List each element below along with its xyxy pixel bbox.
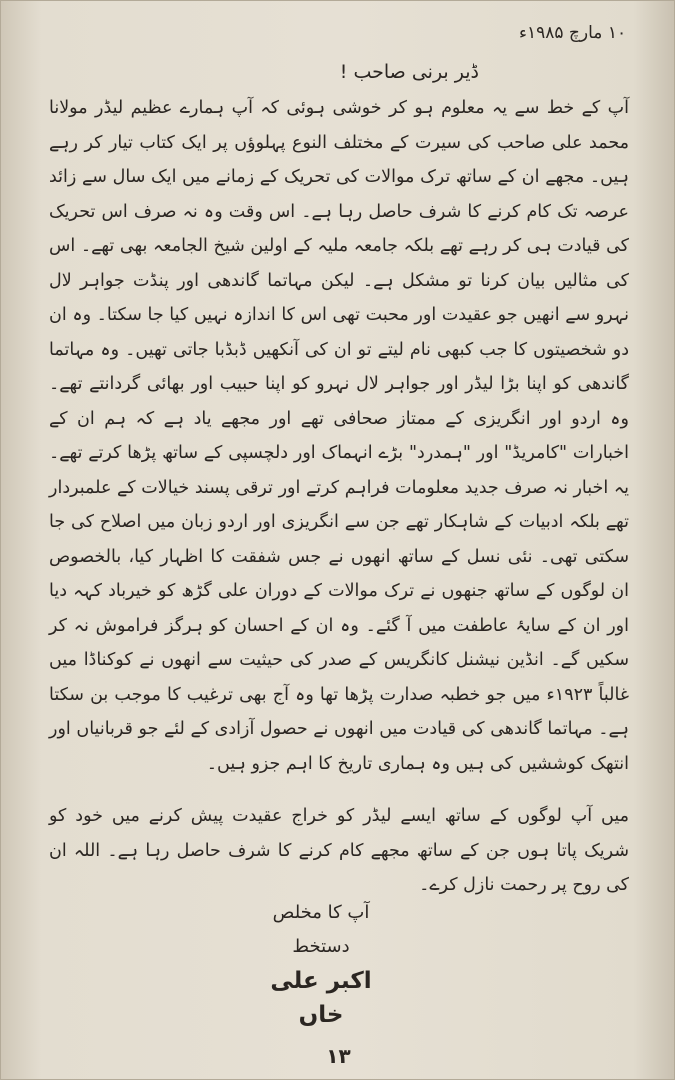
salutation: ڈیر برنی صاحب ! <box>339 61 479 83</box>
paragraph-main: آپ کے خط سے یہ معلوم ہو کر خوشی ہوئی کہ آپ ہمارے عظیم لیڈر مولانا محمد علی صاحب کی سیرت کے مختلف النوع پہلوؤں پر ایک کتاب تیار کر رہے ہیں۔ مجھے ان کے ساتھ ترک موالات کی تحریک کے زمانے میں ایک سال سے زائد عرصہ تک کام کرنے کا شرف حاصل رہا ہے۔ اس وقت وہ نہ صرف اس تحریک کی قیادت ہی کر رہے تھے بلکہ جامعہ ملیہ کے اولین شیخ الجامعہ بھی تھے۔ اس کی مثالیں بیان کرنا تو مشکل ہے۔ لیکن مہاتما گاندھی اور پنڈت جواہر لال نہرو سے انھیں جو عقیدت اور محبت تھی اس کا اندازہ نہیں کیا جا سکتا۔ وہ ان دو شخصیتوں کا جب کبھی نام لیتے تو ان کی آنکھیں ڈبڈبا جاتی تھیں۔ وہ مہاتما گاندھی کو اپنا بڑا لیڈر اور جواہر لال نہرو کو اپنا حبیب اور بھائی گردانتے تھے۔ وہ اردو اور انگریزی کے ممتاز صحافی تھے اور مجھے یاد ہے کہ ہم ان کے اخبارات "کامریڈ" اور "ہمدرد" بڑے انہماک اور دلچسپی کے ساتھ پڑھا کرتے تھے۔ یہ اخبار نہ صرف جدید معلومات فراہم کرتے اور ترقی پسند خیالات کے علمبردار تھے بلکہ ادبیات کے شاہکار تھے جن سے انگریزی اور اردو زبان میں اصلاح کی جا سکتی تھی۔ نئی نسل کے ساتھ انھوں نے جس شفقت کا اظہار کیا، بالخصوص ان لوگوں کے ساتھ جنھوں نے ترک موالات کے دوران علی گڑھ کو خیرباد کہہ دیا اور ان کے سایۂ عاطفت میں آ گئے۔ وہ ان کے احسان کو ہرگز فراموش نہ کر سکیں گے۔ انڈین نیشنل کانگریس کے صدر کی حیثیت سے انھوں نے کوکناڈا میں غالباً ۱۹۲۳ء میں جو خطبہ صدارت پڑھا تھا وہ آج بھی ترغیب کا موجب بن سکتا ہے۔ مہاتما گاندھی کی قیادت میں انھوں نے حصول آزادی کے لئے جو قربانیاں اور انتھک کوششیں کی ہیں وہ ہماری تاریخ کا اہم جزو ہیں۔ <box>49 98 629 774</box>
signed-label: دستخط <box>292 936 350 957</box>
closing-phrase: آپ کا مخلص <box>272 902 370 923</box>
letter <box>49 23 629 903</box>
letter-date: ۱۰ مارچ ۱۹۸۵ء <box>519 23 627 43</box>
signature: اکبر علی خاں <box>270 968 372 1028</box>
closing-block <box>261 896 381 1032</box>
page-number: ۱۳ <box>326 1044 351 1068</box>
letter-body <box>49 91 629 903</box>
paragraph-tribute: میں آپ لوگوں کے ساتھ ایسے لیڈر کو خراج عقیدت پیش کرنے میں خود کو شریک پاتا ہوں جن کے ساتھ مجھے کام کرنے کا شرف حاصل رہا ہے۔ اللہ ان کی روح پر رحمت نازل کرے۔ <box>49 806 629 895</box>
